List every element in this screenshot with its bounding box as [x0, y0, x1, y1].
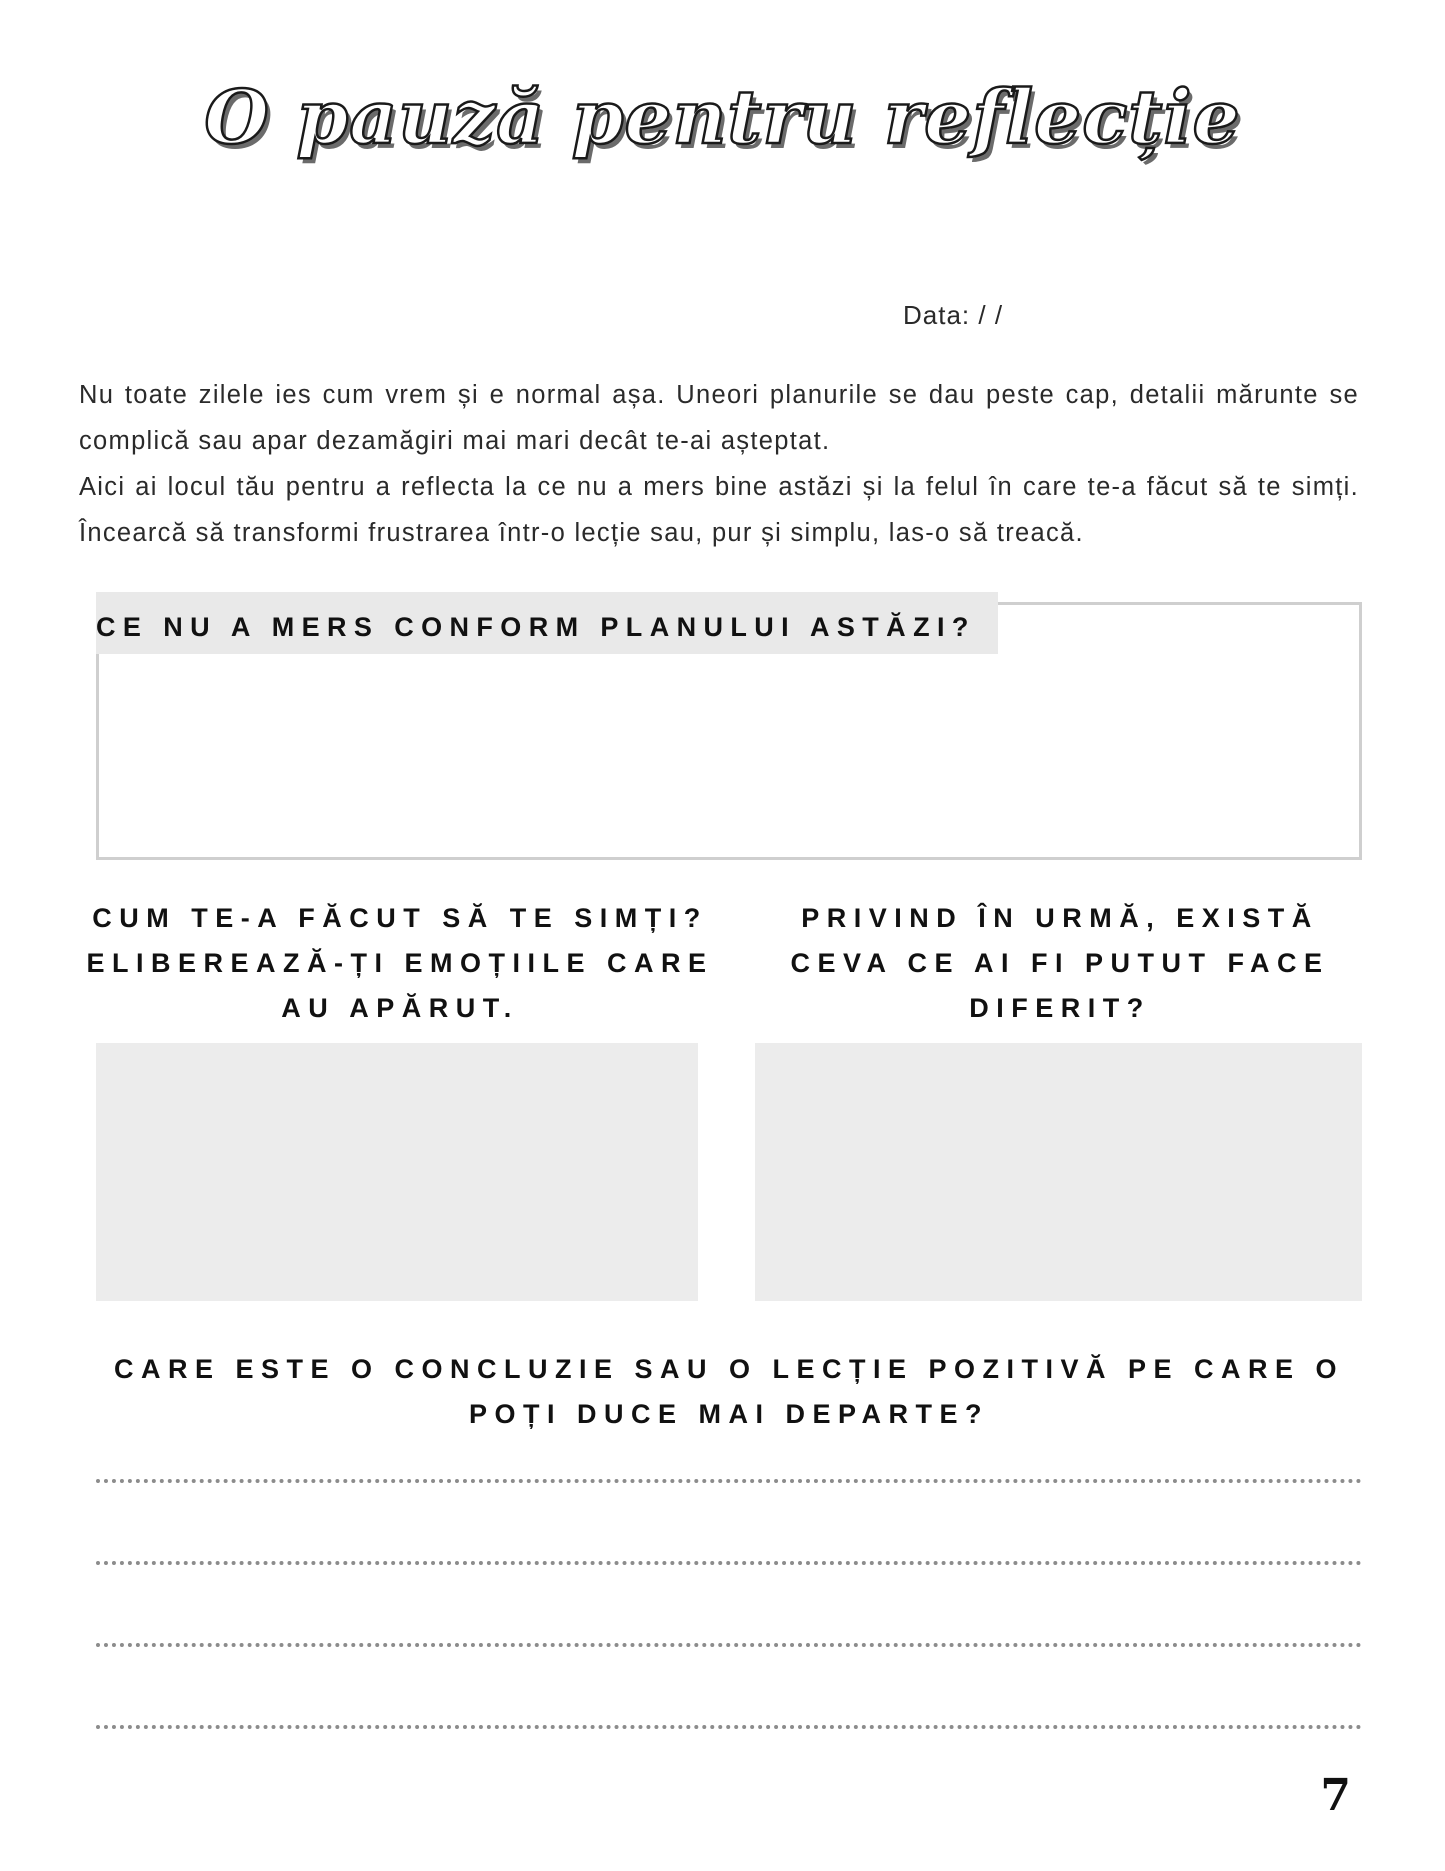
conclusion-writing-line[interactable]: [96, 1725, 1362, 1729]
conclusion-writing-line[interactable]: [96, 1561, 1362, 1565]
what-went-wrong-label: CE NU A MERS CONFORM PLANULUI ASTĂZI?: [96, 592, 998, 654]
intro-paragraph-1: Nu toate zilele ies cum vrem și e normal așa. Uneori planurile se dau peste cap, detalii mărunte se complică sau apar dezamăgiri mai mari decât te-ai așteptat.: [79, 381, 1359, 455]
conclusion-writing-line[interactable]: [96, 1479, 1362, 1483]
date-field[interactable]: Data: / /: [903, 300, 1004, 330]
intro-text: [79, 372, 1359, 556]
conclusion-writing-line[interactable]: [96, 1643, 1362, 1647]
conclusion-question: CARE ESTE O CONCLUZIE SAU O LECȚIE POZITIVĂ PE CARE O POȚI DUCE MAI DEPARTE?: [113, 1354, 1345, 1429]
page-title: O pauză pentru reflecție: [204, 75, 1241, 161]
hindsight-question: PRIVIND ÎN URMĂ, EXISTĂ CEVA CE AI FI PUTUT FACE DIFERIT?: [790, 903, 1330, 1023]
feelings-answer-box[interactable]: [96, 1043, 698, 1301]
hindsight-answer-box[interactable]: [755, 1043, 1362, 1301]
intro-paragraph-2: Aici ai locul tău pentru a reflecta la ce nu a mers bine astăzi și la felul în care te-a făcut să te simți. Încearcă să transformi frustrarea într-o lecție sau, pur și simplu, las-o să treacă.: [79, 473, 1359, 547]
feelings-question: CUM TE-A FĂCUT SĂ TE SIMȚI? ELIBEREAZĂ-ȚI EMOȚIILE CARE AU APĂRUT.: [86, 903, 714, 1023]
page-number: 7: [1320, 1770, 1351, 1821]
